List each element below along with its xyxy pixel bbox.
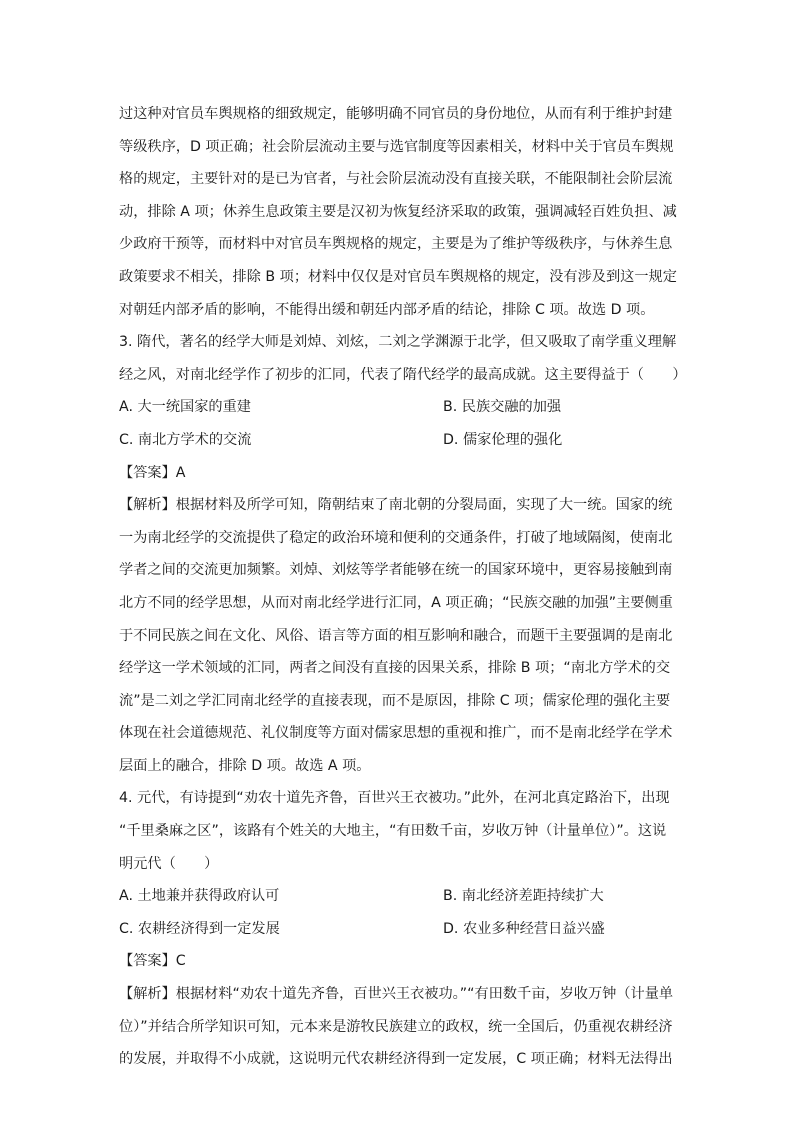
analysis-label: 【解析】 <box>119 497 176 514</box>
analysis-line: 一为南北经学的交流提供了稳定的政治环境和便利的交通条件，打破了地域隔阂，使南北 <box>119 529 673 546</box>
previous-analysis-continuation <box>119 98 679 326</box>
text-line: 等级秩序，D 项正确；社会阶层流动主要与选官制度等因素相关，材料中关于官员车舆规 <box>119 138 674 155</box>
analysis-line: 学者之间的交流更加频繁。刘焯、刘炫等学者能够在统一的国家环境中，更容易接触到南 <box>119 562 673 579</box>
question-4 <box>119 782 679 1075</box>
text-line: 过这种对官员车舆规格的细致规定，能够明确不同官员的身份地位，从而有利于维护封建 <box>119 106 673 122</box>
analysis-line: 流”是二刘之学汇同南北经学的直接表现，而不是原因，排除 C 项；儒家伦理的强化主要 <box>119 692 671 709</box>
option-b: B. 民族交融的加强 <box>443 399 562 416</box>
question-3 <box>119 326 687 782</box>
answer-line <box>119 457 679 490</box>
analysis-text: 根据材料“劝农十道先齐鲁，百世兴王衣被功。”“有田数千亩，岁收万钟（计量单 <box>175 986 674 1003</box>
option-b: B. 南北经济差距持续扩大 <box>443 888 604 905</box>
analysis-line: 位）”并结合所学知识可知，元本来是游牧民族建立的政权，统一全国后，仍重视农耕经济 <box>119 1018 673 1035</box>
question-stem-line: 明元代（ ） <box>119 855 219 872</box>
analysis-line <box>119 489 679 522</box>
analysis-line: 于不同民族之间在文化、风俗、语言等方面的相互影响和融合，而题干主要强调的是南北 <box>119 627 673 644</box>
analysis-line: 北方不同的经学思想，从而对南北经学进行汇同，A 项正确；“民族交融的加强”主要侧重 <box>119 594 673 611</box>
option-row <box>119 913 679 946</box>
text-line: 格的规定，主要针对的是已为官者，与社会阶层流动没有直接关联，不能限制社会阶层流 <box>119 171 673 188</box>
analysis-line <box>119 978 679 1011</box>
answer-line <box>119 945 679 978</box>
option-row <box>119 880 679 913</box>
answer-value: C <box>175 953 186 970</box>
option-d: D. 儒家伦理的强化 <box>443 431 563 448</box>
analysis-line: 经学这一学术领域的汇同，两者之间没有直接的因果关系，排除 B 项；“南北方学术的交 <box>119 660 671 677</box>
analysis-line: 体现在社会道德规范、礼仪制度等方面对儒家思想的重视和推广，而不是南北经学在学术 <box>119 725 673 742</box>
option-row <box>119 391 679 424</box>
answer-label: 【答案】 <box>119 953 176 970</box>
option-d: D. 农业多种经营日益兴盛 <box>443 920 605 937</box>
option-a: A. 土地兼并获得政府认可 <box>119 888 280 905</box>
option-c: C. 南北方学术的交流 <box>119 431 252 448</box>
text-line: 对朝廷内部矛盾的影响，不能得出缓和朝廷内部矛盾的结论，排除 C 项。故选 D 项。 <box>119 301 655 318</box>
analysis-line: 的发展，并取得不小成就，这说明元代农耕经济得到一定发展，C 项正确；材料无法得出 <box>119 1051 673 1068</box>
question-stem-line: 3. 隋代，著名的经学大师是刘焯、刘炫，二刘之学渊源于北学，但又吸取了南学重义理解 <box>119 334 677 351</box>
question-stem-line: 4. 元代，有诗提到“劝农十道先齐鲁，百世兴王衣被功。”此外，在河北真定路治下，出现 <box>119 790 670 807</box>
document-body <box>119 98 687 1076</box>
option-row <box>119 424 679 457</box>
analysis-label: 【解析】 <box>119 986 176 1003</box>
analysis-text: 根据材料及所学可知，隋朝结束了南北朝的分裂局面，实现了大一统。国家的统 <box>175 497 673 514</box>
analysis-line: 层面上的融合，排除 D 项。故选 A 项。 <box>119 757 371 774</box>
answer-value: A <box>175 464 186 481</box>
question-stem-line: 经之风，对南北经学作了初步的汇同，代表了隋代经学的最高成就。这主要得益于（ ） <box>119 366 687 383</box>
option-c: C. 农耕经济得到一定发展 <box>119 920 280 937</box>
text-line: 政策要求不相关，排除 B 项；材料中仅仅是对官员车舆规格的规定，没有涉及到这一规定 <box>119 268 677 285</box>
text-line: 少政府干预等，而材料中对官员车舆规格的规定，主要是为了维护等级秩序，与休养生息 <box>119 236 673 253</box>
answer-label: 【答案】 <box>119 464 176 481</box>
text-line: 动，排除 A 项；休养生息政策主要是汉初为恢复经济采取的政策，强调减轻百姓负担、减 <box>119 203 677 220</box>
question-stem-line: “千里桑麻之区”，该路有个姓关的大地主，“有田数千亩，岁收万钟（计量单位）”。这说 <box>119 823 667 840</box>
option-a: A. 大一统国家的重建 <box>119 399 251 416</box>
